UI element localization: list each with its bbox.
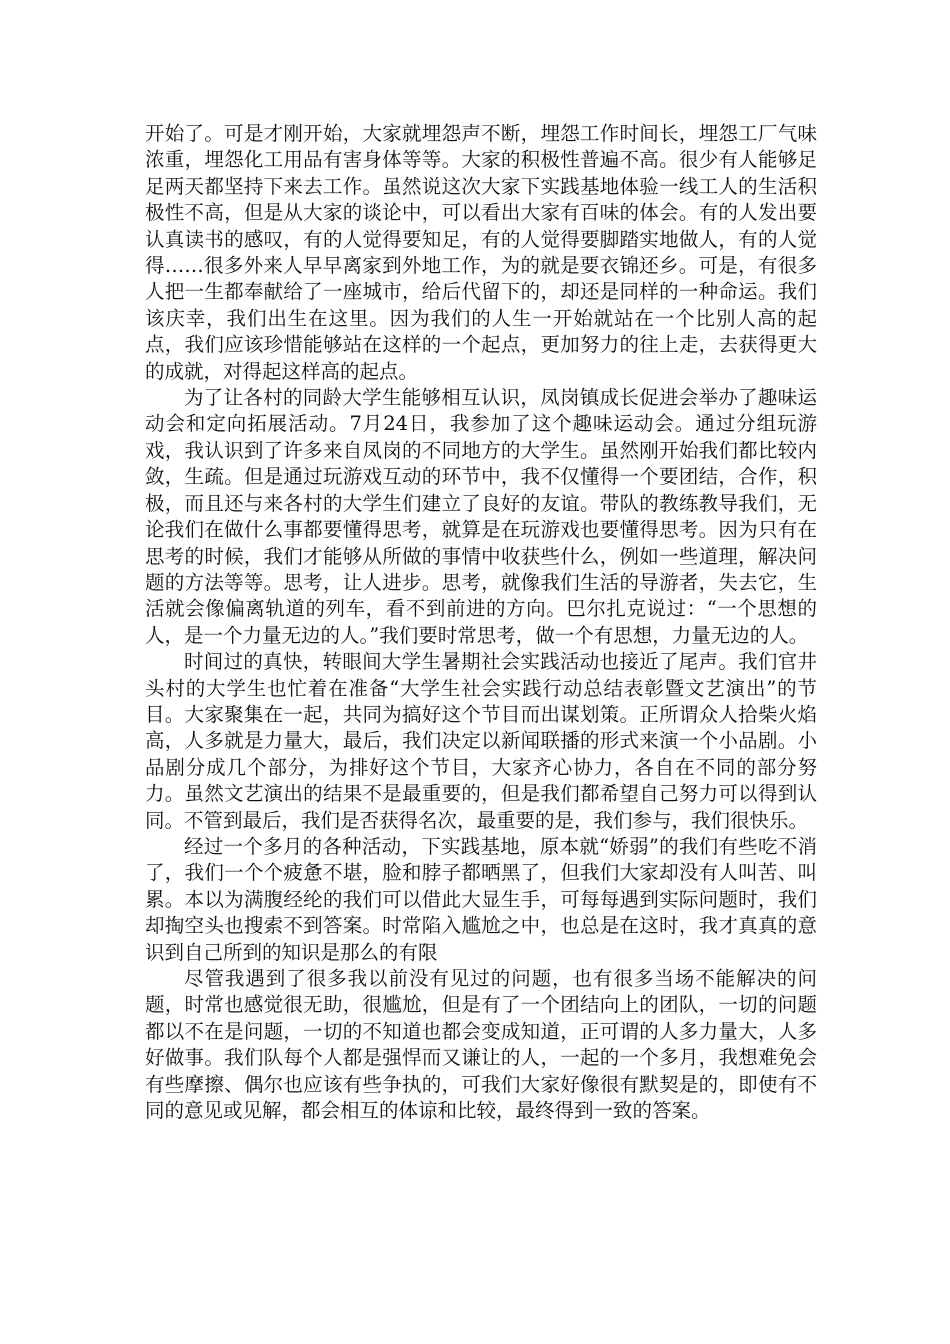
paragraph-2: 为了让各村的同龄大学生能够相互认识，凤岗镇成长促进会举办了趣味运动会和定向拓展活动。7月24日，我参加了这个趣味运动会。通过分组玩游戏，我认识到了许多来自凤岗的不同地方的大学生。虽然刚开始我们都比较内敛，生疏。但是通过玩游戏互动的环节中，我不仅懂得一个要团结，合作，积极，而且还与来各村的大学生们建立了良好的友谊。带队的教练教导我们，无论我们在做什么事都要懂得思考，就算是在玩游戏也要懂得思考。因为只有在思考的时候，我们才能够从所做的事情中收获些什么，例如一些道理，解决问题的方法等等。思考，让人进步。思考，就像我们生活的导游者，失去它，生活就会像偏离轨道的列车，看不到前进的方向。巴尔扎克说过：“一个思想的人，是一个力量无边的人。”我们要时常思考，做一个有思想，力量无边的人。 [145,386,817,647]
paragraph-5: 尽管我遇到了很多我以前没有见过的问题，也有很多当场不能解决的问题，时常也感觉很无助，很尴尬，但是有了一个团结向上的团队，一切的问题都以不在是问题，一切的不知道也都会变成知道，正可谓的人多力量大，人多好做事。我们队每个人都是强悍而又谦让的人，一起的一个多月，我想难免会有些摩擦、偶尔也应该有些争执的，可我们大家好像很有默契是的，即使有不同的意见或见解，都会相互的体谅和比较，最终得到一致的答案。 [145,967,817,1123]
body-text [145,121,817,1124]
paragraph-1: 开始了。可是才刚开始，大家就埋怨声不断，埋怨工作时间长，埋怨工厂气味浓重，埋怨化工用品有害身体等等。大家的积极性普遍不高。很少有人能够足足两天都坚持下来去工作。虽然说这次大家下实践基地体验一线工人的生活积极性不高，但是从大家的谈论中，可以看出大家有百味的体会。有的人发出要认真读书的感叹，有的人觉得要知足，有的人觉得要脚踏实地做人，有的人觉得……很多外来人早早离家到外地工作，为的就是要衣锦还乡。可是，有很多人把一生都奉献给了一座城市，给后代留下的，却还是同样的一种命运。我们该庆幸，我们出生在这里。因为我们的人生一开始就站在一个比别人高的起点，我们应该珍惜能够站在这样的一个起点，更加努力的往上走，去获得更大的成就，对得起这样高的起点。 [145,122,817,383]
paragraph-3: 时间过的真快，转眼间大学生暑期社会实践活动也接近了尾声。我们官井头村的大学生也忙着在准备“大学生社会实践行动总结表彰暨文艺演出”的节目。大家聚集在一起，共同为搞好这个节目而出谋划策。正所谓众人拾柴火焰高，人多就是力量大，最后，我们决定以新闻联播的形式来演一个小品剧。小品剧分成几个部分，为排好这个节目，大家齐心协力，各自在不同的部分努力。虽然文艺演出的结果不是最重要的，但是我们都希望自己努力可以得到认同。不管到最后，我们是否获得名次，最重要的是，我们参与，我们很快乐。 [145,650,817,832]
paragraph-4: 经过一个多月的各种活动，下实践基地，原本就“娇弱”的我们有些吃不消了，我们一个个疲惫不堪，脸和脖子都晒黑了，但我们大家却没有人叫苦、叫累。本以为满腹经纶的我们可以借此大显生手，可每每遇到实际问题时，我们却掏空头也搜索不到答案。时常陷入尴尬之中，也总是在这时，我才真真的意识到自己所到的知识是那么的有限 [145,834,817,964]
